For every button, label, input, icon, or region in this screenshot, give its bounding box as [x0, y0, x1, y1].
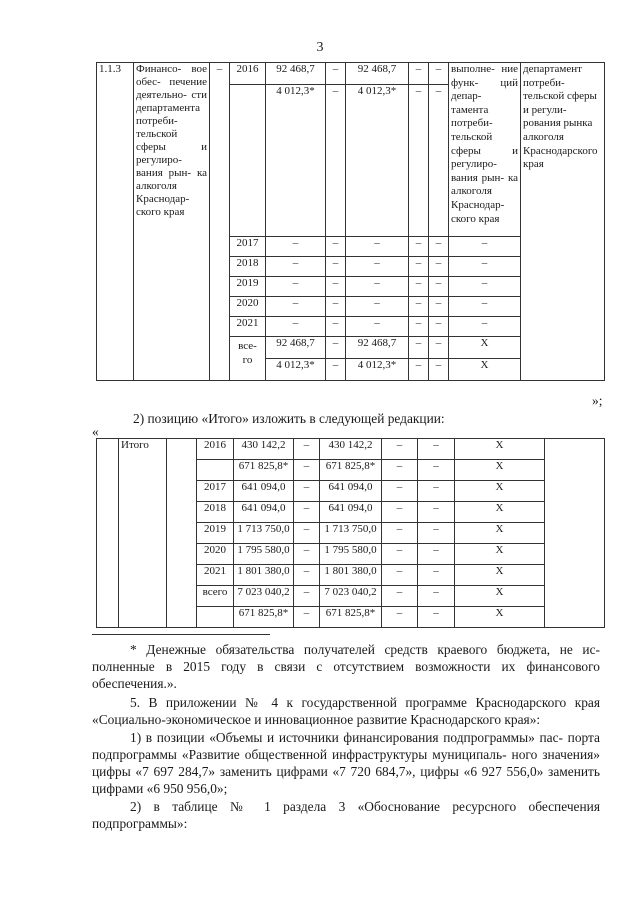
year-cell: 2018: [197, 502, 234, 523]
value-cell: –: [266, 317, 326, 337]
result-cell: –: [449, 257, 521, 277]
year-cell: 2017: [230, 237, 266, 257]
value-cell: 4 012,3*: [346, 359, 409, 381]
result-cell: –: [449, 277, 521, 297]
x-cell: Х: [455, 565, 545, 586]
year-cell: [197, 607, 234, 628]
result-cell: –: [449, 297, 521, 317]
value-cell: 92 468,7: [346, 63, 409, 85]
value-cell: –: [382, 502, 418, 523]
year-cell: 2016: [230, 63, 266, 85]
value-cell: –: [326, 337, 346, 359]
x-cell: Х: [455, 586, 545, 607]
value-cell: –: [409, 337, 429, 359]
year-cell: [197, 460, 234, 481]
x-cell: Х: [455, 481, 545, 502]
paragraph-5-1: 1) в позиции «Объемы и источники финансирования подпрограммы» пас- порта подпрограммы «Развитие общественной инфраструктуры муниципаль- ного значения» цифры «7 697 284,7» заменить цифрами «7 720 684,7», цифры «6 927 556,0» заменить цифрами «6 950 956,0»;: [92, 730, 600, 796]
result-cell: Х: [449, 359, 521, 381]
value-cell: –: [429, 337, 449, 359]
value-cell: –: [294, 586, 320, 607]
value-cell: –: [326, 63, 346, 85]
value-cell: –: [326, 277, 346, 297]
value-cell: –: [418, 439, 455, 460]
value-cell: –: [294, 565, 320, 586]
year-cell: [230, 85, 266, 237]
value-cell: 1 801 380,0: [320, 565, 382, 586]
value-cell: –: [266, 257, 326, 277]
executor-cell: департамент потреби- тельской сферы и регули- рования рынка алкоголя Краснодарского края: [521, 63, 605, 381]
value-cell: –: [346, 317, 409, 337]
value-cell: 671 825,8*: [320, 460, 382, 481]
year-cell: 2021: [230, 317, 266, 337]
value-cell: 1 713 750,0: [234, 523, 294, 544]
value-cell: –: [346, 297, 409, 317]
value-cell: –: [326, 359, 346, 381]
paragraph-5-2: 2) в таблице № 1 раздела 3 «Обоснование ресурсного обеспечения подпрограммы»:: [92, 799, 600, 831]
value-cell: 641 094,0: [234, 481, 294, 502]
value-cell: –: [266, 277, 326, 297]
value-cell: –: [294, 439, 320, 460]
value-cell: 4 012,3*: [266, 85, 326, 237]
measure-name-cell: Финансо- вое обес- печение деятельно- сти департамента потреби- тельской сферы и регулиро- вания рын- ка алкоголя Краснодар- ского края: [134, 63, 210, 381]
year-cell: все- го: [230, 337, 266, 381]
value-cell: –: [382, 565, 418, 586]
value-cell: 92 468,7: [266, 63, 326, 85]
result-cell: –: [449, 317, 521, 337]
year-cell: 2016: [197, 439, 234, 460]
year-cell: 2020: [230, 297, 266, 317]
value-cell: –: [429, 63, 449, 85]
value-cell: –: [409, 359, 429, 381]
value-cell: –: [418, 460, 455, 481]
table-total: [96, 438, 605, 628]
blank-cell: [97, 439, 119, 628]
blank-cell: [545, 439, 605, 628]
x-cell: Х: [455, 439, 545, 460]
table-measure-113: [96, 62, 605, 381]
value-cell: 671 825,8*: [234, 607, 294, 628]
value-cell: –: [409, 63, 429, 85]
value-cell: 4 012,3*: [266, 359, 326, 381]
value-cell: –: [382, 460, 418, 481]
value-cell: –: [346, 277, 409, 297]
value-cell: 430 142,2: [234, 439, 294, 460]
value-cell: –: [294, 544, 320, 565]
value-cell: –: [382, 544, 418, 565]
x-cell: Х: [455, 502, 545, 523]
value-cell: –: [418, 586, 455, 607]
value-cell: –: [429, 237, 449, 257]
paragraph-5: 5. В приложении № 4 к государственной программе Краснодарского края «Социально-экономическое и инновационное развитие Краснодарского края»:: [92, 695, 600, 727]
closing-quote: »;: [592, 393, 603, 408]
value-cell: 7 023 040,2: [320, 586, 382, 607]
empty-dash-cell: –: [210, 63, 230, 381]
value-cell: –: [382, 607, 418, 628]
value-cell: 671 825,8*: [234, 460, 294, 481]
value-cell: 7 023 040,2: [234, 586, 294, 607]
value-cell: –: [409, 317, 429, 337]
value-cell: –: [294, 502, 320, 523]
value-cell: –: [326, 257, 346, 277]
value-cell: –: [418, 502, 455, 523]
value-cell: –: [409, 297, 429, 317]
value-cell: –: [326, 297, 346, 317]
value-cell: –: [418, 565, 455, 586]
value-cell: 641 094,0: [320, 502, 382, 523]
value-cell: –: [429, 297, 449, 317]
code-cell: 1.1.3: [97, 63, 134, 381]
value-cell: –: [294, 607, 320, 628]
value-cell: –: [418, 607, 455, 628]
value-cell: –: [409, 237, 429, 257]
year-cell: 2018: [230, 257, 266, 277]
result-cell: –: [449, 237, 521, 257]
value-cell: –: [382, 439, 418, 460]
result-cell: выполне- ние функ- ций депар- тамента потреби- тельской сферы и регулиро- вания рын- ка алкоголя Краснодар- ского края: [449, 63, 521, 237]
value-cell: –: [409, 257, 429, 277]
value-cell: 641 094,0: [234, 502, 294, 523]
year-cell: 2019: [230, 277, 266, 297]
x-cell: Х: [455, 544, 545, 565]
value-cell: –: [429, 277, 449, 297]
value-cell: –: [382, 481, 418, 502]
footnote: * Денежные обязательства получателей средств краевого бюджета, не ис- полненные в 2015 году в связи с отсутствием возможности их финансового обеспечения.».: [92, 642, 600, 691]
value-cell: –: [326, 237, 346, 257]
value-cell: –: [294, 523, 320, 544]
value-cell: –: [294, 460, 320, 481]
value-cell: –: [266, 237, 326, 257]
value-cell: –: [294, 481, 320, 502]
year-cell: 2019: [197, 523, 234, 544]
x-cell: Х: [455, 523, 545, 544]
value-cell: –: [418, 523, 455, 544]
value-cell: –: [382, 523, 418, 544]
opening-quote: «: [92, 424, 99, 439]
value-cell: 4 012,3*: [346, 85, 409, 237]
value-cell: –: [429, 85, 449, 237]
year-cell: 2021: [197, 565, 234, 586]
year-cell: 2020: [197, 544, 234, 565]
blank-cell: [167, 439, 197, 628]
value-cell: 430 142,2: [320, 439, 382, 460]
value-cell: –: [429, 317, 449, 337]
value-cell: 92 468,7: [266, 337, 326, 359]
value-cell: –: [346, 237, 409, 257]
page-number: 3: [316, 40, 324, 55]
value-cell: 671 825,8*: [320, 607, 382, 628]
total-label-cell: Итого: [119, 439, 167, 628]
year-cell: всего: [197, 586, 234, 607]
item-2-paragraph: 2) позицию «Итого» изложить в следующей редакции:: [133, 411, 445, 426]
value-cell: –: [429, 359, 449, 381]
value-cell: –: [418, 544, 455, 565]
result-cell: Х: [449, 337, 521, 359]
x-cell: Х: [455, 460, 545, 481]
value-cell: 1 795 580,0: [234, 544, 294, 565]
value-cell: –: [346, 257, 409, 277]
value-cell: –: [429, 257, 449, 277]
value-cell: 92 468,7: [346, 337, 409, 359]
value-cell: 1 801 380,0: [234, 565, 294, 586]
value-cell: 641 094,0: [320, 481, 382, 502]
x-cell: Х: [455, 607, 545, 628]
value-cell: 1 713 750,0: [320, 523, 382, 544]
value-cell: –: [266, 297, 326, 317]
year-cell: 2017: [197, 481, 234, 502]
value-cell: –: [409, 277, 429, 297]
value-cell: –: [409, 85, 429, 237]
value-cell: –: [326, 85, 346, 237]
footnote-rule: [92, 634, 270, 635]
value-cell: 1 795 580,0: [320, 544, 382, 565]
value-cell: –: [326, 317, 346, 337]
value-cell: –: [382, 586, 418, 607]
value-cell: –: [418, 481, 455, 502]
